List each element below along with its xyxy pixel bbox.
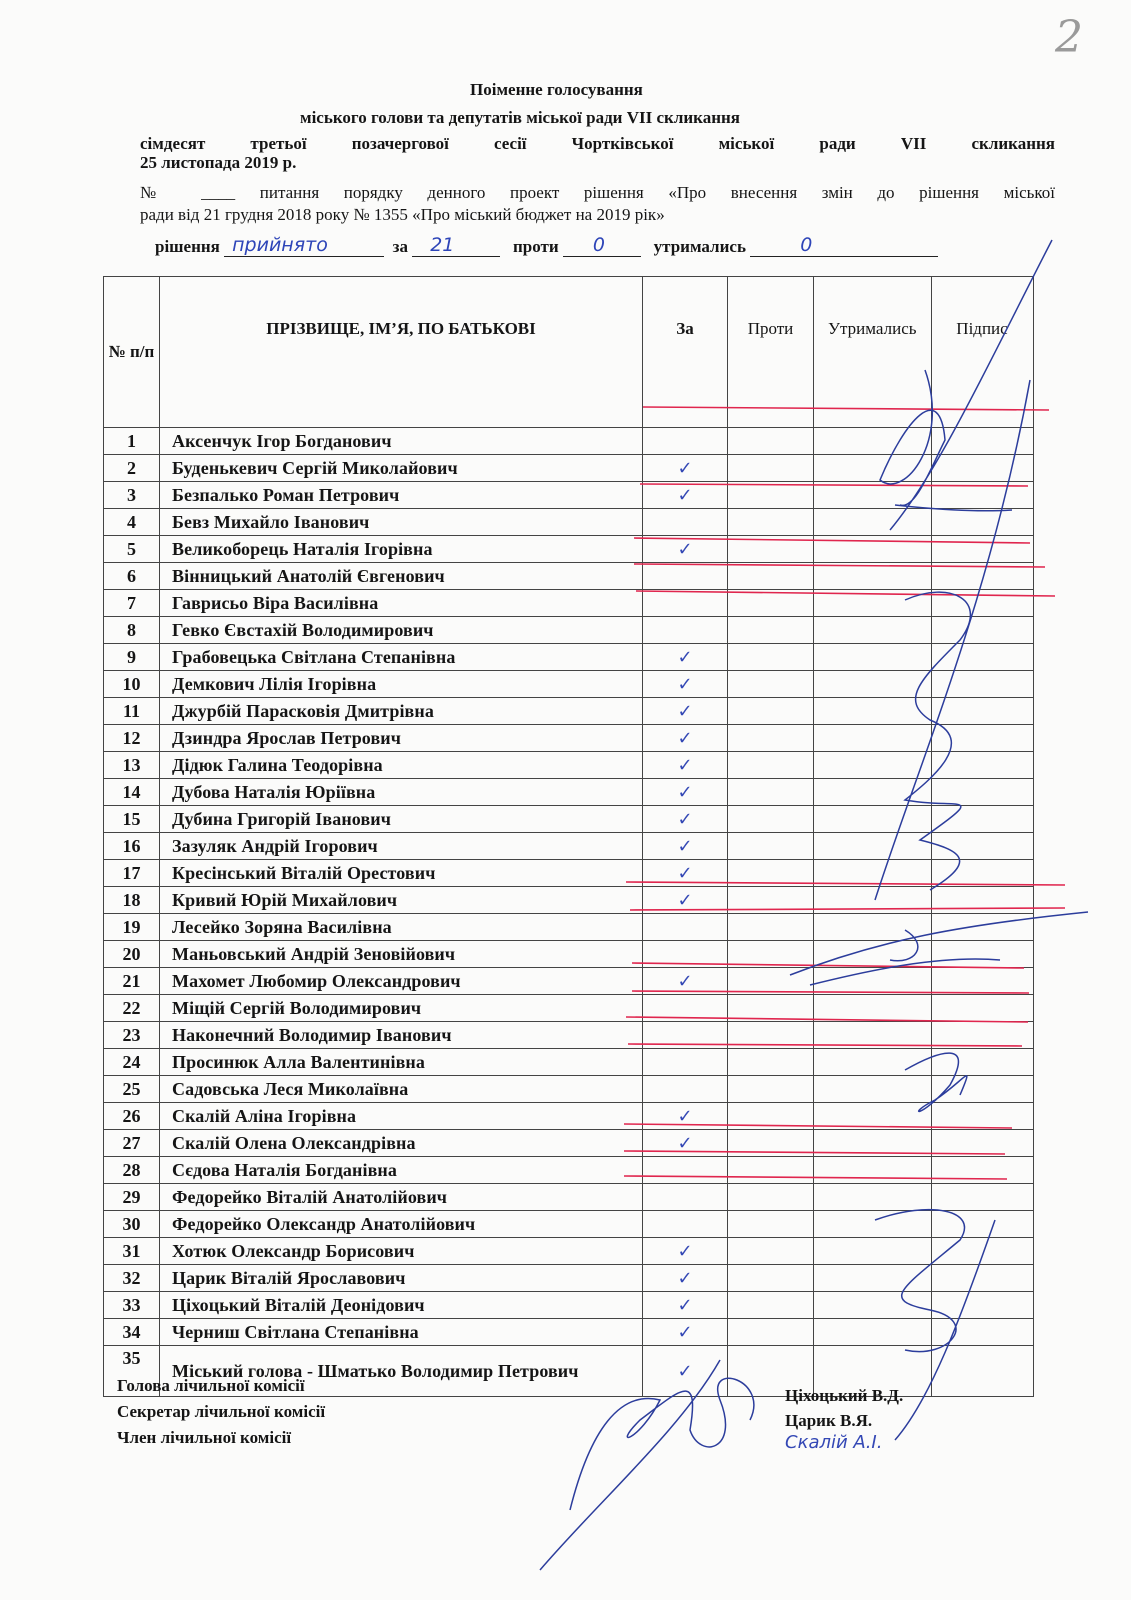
row-number: 3: [104, 482, 160, 509]
deputy-name: Федорейко Олександр Анатолійович: [160, 1211, 643, 1238]
deputy-name: Міщій Сергій Володимирович: [160, 995, 643, 1022]
vote-za-cell: ✓: [643, 860, 728, 887]
signature-marks: [540, 240, 1088, 1570]
za-value: 21: [430, 234, 455, 256]
agenda-line-2: ради від 21 грудня 2018 року № 1355 «Про міський бюджет на 2019 рік»: [140, 205, 665, 224]
deputy-name: Наконечний Володимир Іванович: [160, 1022, 643, 1049]
agenda-line-1: № ____ питання порядку денного проект рішення «Про внесення змін до рішення міської: [140, 183, 1055, 202]
vote-za-cell: ✓: [643, 536, 728, 563]
vote-za-cell: ✓: [643, 806, 728, 833]
utrymalys-label: утримались: [653, 237, 746, 256]
deputy-name: Ціхоцький Віталій Деонідович: [160, 1292, 643, 1319]
vote-za-cell: ✓: [643, 1238, 728, 1265]
deputy-name: Садовська Леся Миколаївна: [160, 1076, 643, 1103]
vote-za-cell: ✓: [643, 1130, 728, 1157]
vote-za-cell: ✓: [643, 644, 728, 671]
vote-za-cell: ✓: [643, 1346, 728, 1397]
deputy-name: Зазуляк Андрій Ігорович: [160, 833, 643, 860]
row-number: 32: [104, 1265, 160, 1292]
strike-line: [632, 991, 1029, 993]
deputy-name: Сєдова Наталія Богданівна: [160, 1157, 643, 1184]
vote-za-cell: ✓: [643, 1292, 728, 1319]
page-number: 2: [1055, 12, 1083, 63]
signature-scribble: [540, 1360, 754, 1570]
vote-za-cell: ✓: [643, 698, 728, 725]
vote-za-cell: ✓: [643, 1103, 728, 1130]
strike-line: [624, 1151, 1005, 1154]
vote-za-cell: ✓: [643, 968, 728, 995]
strike-line: [624, 1176, 1007, 1179]
vote-za-cell: ✓: [643, 779, 728, 806]
deputy-name: Федорейко Віталій Анатолійович: [160, 1184, 643, 1211]
vote-za-cell: ✓: [643, 887, 728, 914]
row-number: 13: [104, 752, 160, 779]
signature-scribble: [875, 380, 1030, 900]
deputy-name: Безпалько Роман Петрович: [160, 482, 643, 509]
strike-line: [630, 908, 1065, 910]
row-number: 22: [104, 995, 160, 1022]
row-number: 4: [104, 509, 160, 536]
row-number: 2: [104, 455, 160, 482]
strike-line: [626, 1017, 1028, 1022]
row-number: 35: [104, 1346, 160, 1397]
row-number: 19: [104, 914, 160, 941]
strike-line: [640, 484, 1028, 486]
secretary-label: Секретар лічильної комісії: [117, 1402, 326, 1421]
deputy-name: Хотюк Олександр Борисович: [160, 1238, 643, 1265]
deputy-name: Черниш Світлана Степанівна: [160, 1319, 643, 1346]
row-number: 6: [104, 563, 160, 590]
row-number: 23: [104, 1022, 160, 1049]
secretary-name: Царик В.Я.: [785, 1411, 873, 1430]
row-number: 27: [104, 1130, 160, 1157]
signature-scribble: [905, 1053, 967, 1111]
row-number: 15: [104, 806, 160, 833]
vote-za-cell: ✓: [643, 1265, 728, 1292]
decision-label: рішення: [155, 237, 220, 256]
deputy-name: Вінницький Анатолій Євгенович: [160, 563, 643, 590]
deputy-name: Аксенчук Ігор Богданович: [160, 428, 643, 455]
row-number: 33: [104, 1292, 160, 1319]
row-number: 14: [104, 779, 160, 806]
deputy-name: Махомет Любомир Олександрович: [160, 968, 643, 995]
row-number: 11: [104, 698, 160, 725]
vote-za-cell: ✓: [643, 752, 728, 779]
proty-value: 0: [592, 234, 605, 256]
row-number: 16: [104, 833, 160, 860]
strike-line: [643, 407, 1049, 410]
deputy-name: Бевз Михайло Іванович: [160, 509, 643, 536]
strike-line: [634, 538, 1030, 543]
deputy-name: Дідюк Галина Теодорівна: [160, 752, 643, 779]
commission-names: [785, 1383, 903, 1433]
strike-line: [636, 591, 1055, 596]
row-number: 29: [104, 1184, 160, 1211]
row-number: 7: [104, 590, 160, 617]
signature-scribble: [790, 912, 1088, 985]
vote-za-cell: ✓: [643, 1319, 728, 1346]
strike-line: [634, 564, 1045, 567]
proty-label: проти: [512, 237, 559, 256]
member-label: Член лічильної комісії: [117, 1428, 292, 1447]
row-number: 18: [104, 887, 160, 914]
row-number: 12: [104, 725, 160, 752]
strike-line: [626, 882, 1065, 885]
session-date: 25 листопада 2019 р.: [140, 153, 297, 172]
deputy-name: Грабовецька Світлана Степанівна: [160, 644, 643, 671]
row-number: 8: [104, 617, 160, 644]
deputy-name: Маньовський Андрій Зеновійович: [160, 941, 643, 968]
deputy-name: Гаврисьо Віра Василівна: [160, 590, 643, 617]
row-number: 34: [104, 1319, 160, 1346]
header-za: За: [643, 277, 728, 428]
deputy-name: Кресінський Віталій Орестович: [160, 860, 643, 887]
row-number: 21: [104, 968, 160, 995]
deputy-name: Дубова Наталія Юріївна: [160, 779, 643, 806]
deputy-name: Джурбій Парасковія Дмитрівна: [160, 698, 643, 725]
row-number: 30: [104, 1211, 160, 1238]
deputy-name: Просинюк Алла Валентинівна: [160, 1049, 643, 1076]
deputy-name: Кривий Юрій Михайлович: [160, 887, 643, 914]
header-utrymalys: Утримались: [814, 277, 932, 428]
deputy-name: Царик Віталій Ярославович: [160, 1265, 643, 1292]
row-number: 24: [104, 1049, 160, 1076]
deputy-name: Лесейко Зоряна Василівна: [160, 914, 643, 941]
deputy-name: Міський голова - Шматько Володимир Петрович: [160, 1346, 643, 1397]
vote-za-cell: ✓: [643, 671, 728, 698]
row-number: 26: [104, 1103, 160, 1130]
deputy-name: Буденькевич Сергій Миколайович: [160, 455, 643, 482]
deputy-name: Демкович Лілія Ігорівна: [160, 671, 643, 698]
strike-line: [632, 963, 1024, 968]
vote-za-cell: ✓: [643, 725, 728, 752]
row-number: 17: [104, 860, 160, 887]
row-number: 9: [104, 644, 160, 671]
header-signature: Підпис: [931, 277, 1033, 428]
doc-title: Поіменне голосування: [470, 80, 643, 99]
chair-name: Ціхоцький В.Д.: [785, 1386, 904, 1405]
chair-label: Голова лічильної комісії: [117, 1376, 305, 1395]
deputy-name: Дубина Григорій Іванович: [160, 806, 643, 833]
header-proty: Проти: [728, 277, 814, 428]
row-number: 28: [104, 1157, 160, 1184]
deputy-name: Дзиндра Ярослав Петрович: [160, 725, 643, 752]
header-name: ПРІЗВИЩЕ, ІМ’Я, ПО БАТЬКОВІ: [160, 277, 643, 428]
row-number: 25: [104, 1076, 160, 1103]
vote-za-cell: ✓: [643, 455, 728, 482]
strike-line: [624, 1124, 1012, 1128]
member-handwritten-name: Скалій А.І.: [785, 1432, 883, 1453]
deputy-name: Гевко Євстахій Володимирович: [160, 617, 643, 644]
row-number: 31: [104, 1238, 160, 1265]
row-number: 10: [104, 671, 160, 698]
session-line: сімдесят третьої позачергової сесії Чортківської міської ради VII скликання: [140, 134, 1055, 153]
row-number: 1: [104, 428, 160, 455]
deputy-name: Великоборець Наталія Ігорівна: [160, 536, 643, 563]
header-num: № п/п: [104, 277, 160, 428]
row-number: 5: [104, 536, 160, 563]
vote-za-cell: ✓: [643, 833, 728, 860]
strike-line: [628, 1044, 1022, 1046]
row-number: 20: [104, 941, 160, 968]
doc-subtitle: міського голови та депутатів міської ради VII скликання: [300, 108, 740, 127]
decision-value: прийнято: [232, 234, 328, 256]
commission-labels: [117, 1373, 325, 1451]
deputy-name: Скалій Аліна Ігорівна: [160, 1103, 643, 1130]
deputy-name: Скалій Олена Олександрівна: [160, 1130, 643, 1157]
utrymalys-value: 0: [800, 234, 813, 256]
za-label: за: [392, 237, 408, 256]
vote-za-cell: ✓: [643, 482, 728, 509]
